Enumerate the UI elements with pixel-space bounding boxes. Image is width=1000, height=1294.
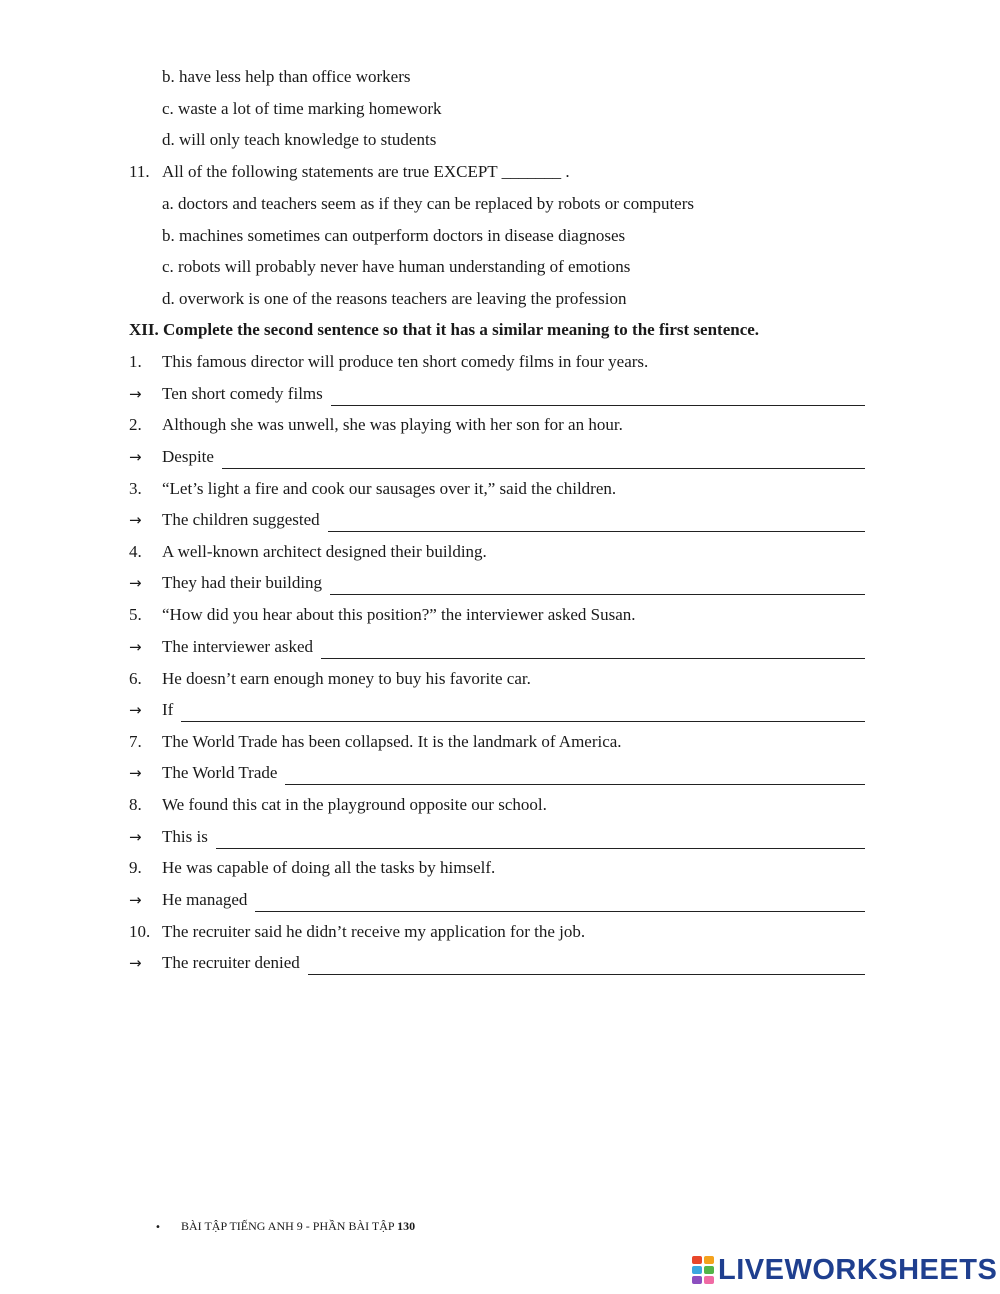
q11-number: 11. [129, 162, 150, 181]
item-sentence: We found this cat in the playground opposite our school. [162, 795, 547, 814]
arrow-icon: → [129, 511, 142, 529]
logo-text: LIVEWORKSHEETS [718, 1254, 998, 1286]
logo-tile [692, 1276, 702, 1284]
answer-blank[interactable] [255, 893, 865, 912]
item-sentence: The World Trade has been collapsed. It is the landmark of America. [162, 732, 622, 751]
answer-blank[interactable] [330, 576, 865, 595]
answer-lead: He managed [162, 890, 248, 909]
arrow-icon: → [129, 448, 142, 466]
answer-blank[interactable] [181, 703, 865, 722]
answer-lead: This is [162, 827, 208, 846]
q11-option-d: d. overwork is one of the reasons teachers are leaving the profession [162, 289, 627, 308]
answer-row [162, 953, 865, 973]
answer-row [162, 890, 865, 910]
logo-tile [692, 1266, 702, 1274]
item-sentence: “How did you hear about this position?” the interviewer asked Susan. [162, 605, 636, 624]
item-sentence: He doesn’t earn enough money to buy his favorite car. [162, 669, 531, 688]
arrow-icon: → [129, 828, 142, 846]
footer-text: BÀI TẬP TIẾNG ANH 9 - PHẦN BÀI TẬP [181, 1219, 395, 1233]
q11-option-a: a. doctors and teachers seem as if they can be replaced by robots or computers [162, 194, 694, 213]
item-sentence: He was capable of doing all the tasks by himself. [162, 858, 496, 877]
q10-option-c: c. waste a lot of time marking homework [162, 99, 442, 118]
answer-row [162, 447, 865, 467]
arrow-icon: → [129, 385, 142, 403]
logo-tile [704, 1266, 714, 1274]
logo-tile [704, 1256, 714, 1264]
item-number: 6. [129, 669, 142, 688]
q10-option-b: b. have less help than office workers [162, 67, 411, 86]
logo-tiles-icon [692, 1256, 714, 1284]
q11-option-c: c. robots will probably never have human understanding of emotions [162, 257, 631, 276]
q11-stem: All of the following statements are true EXCEPT _______ . [162, 162, 570, 181]
answer-blank[interactable] [222, 450, 865, 469]
arrow-icon: → [129, 574, 142, 592]
logo-tile [692, 1256, 702, 1264]
answer-lead: They had their building [162, 573, 323, 592]
item-number: 1. [129, 352, 142, 371]
item-number: 9. [129, 858, 142, 877]
answer-blank[interactable] [321, 640, 865, 659]
liveworksheets-logo [692, 1253, 997, 1287]
item-sentence: The recruiter said he didn’t receive my application for the job. [162, 922, 586, 941]
item-number: 7. [129, 732, 142, 751]
answer-blank[interactable] [308, 956, 865, 975]
item-number: 8. [129, 795, 142, 814]
q11-option-b: b. machines sometimes can outperform doctors in disease diagnoses [162, 226, 626, 245]
section-xii-heading: XII. Complete the second sentence so that it has a similar meaning to the first sentence. [129, 320, 760, 339]
answer-lead: The World Trade [162, 763, 278, 782]
item-sentence: Although she was unwell, she was playing with her son for an hour. [162, 415, 623, 434]
item-sentence: This famous director will produce ten short comedy films in four years. [162, 352, 649, 371]
answer-lead: If [162, 700, 174, 719]
item-number: 3. [129, 479, 142, 498]
arrow-icon: → [129, 891, 142, 909]
arrow-icon: → [129, 638, 142, 656]
item-number: 10. [129, 922, 151, 941]
answer-blank[interactable] [216, 830, 865, 849]
answer-row [162, 637, 865, 657]
answer-lead: The recruiter denied [162, 953, 300, 972]
item-sentence: “Let’s light a fire and cook our sausages over it,” said the children. [162, 479, 617, 498]
answer-row [162, 573, 865, 593]
answer-row [162, 384, 865, 404]
answer-row [162, 700, 865, 720]
answer-blank[interactable] [328, 513, 865, 532]
answer-blank[interactable] [285, 766, 865, 785]
answer-row [162, 827, 865, 847]
page-number: 130 [397, 1219, 416, 1233]
arrow-icon: → [129, 954, 142, 972]
logo-tile [704, 1276, 714, 1284]
answer-blank[interactable] [331, 387, 865, 406]
item-sentence: A well-known architect designed their building. [162, 542, 487, 561]
q10-option-d: d. will only teach knowledge to students [162, 130, 437, 149]
answer-row [162, 763, 865, 783]
answer-lead: The interviewer asked [162, 637, 314, 656]
answer-lead: Despite [162, 447, 214, 466]
item-number: 5. [129, 605, 142, 624]
answer-row [162, 510, 865, 530]
page-footer [155, 1218, 415, 1236]
footer-bullet: • [155, 1222, 161, 1233]
item-number: 2. [129, 415, 142, 434]
answer-lead: Ten short comedy films [162, 384, 323, 403]
arrow-icon: → [129, 764, 142, 782]
answer-lead: The children suggested [162, 510, 320, 529]
item-number: 4. [129, 542, 142, 561]
arrow-icon: → [129, 701, 142, 719]
